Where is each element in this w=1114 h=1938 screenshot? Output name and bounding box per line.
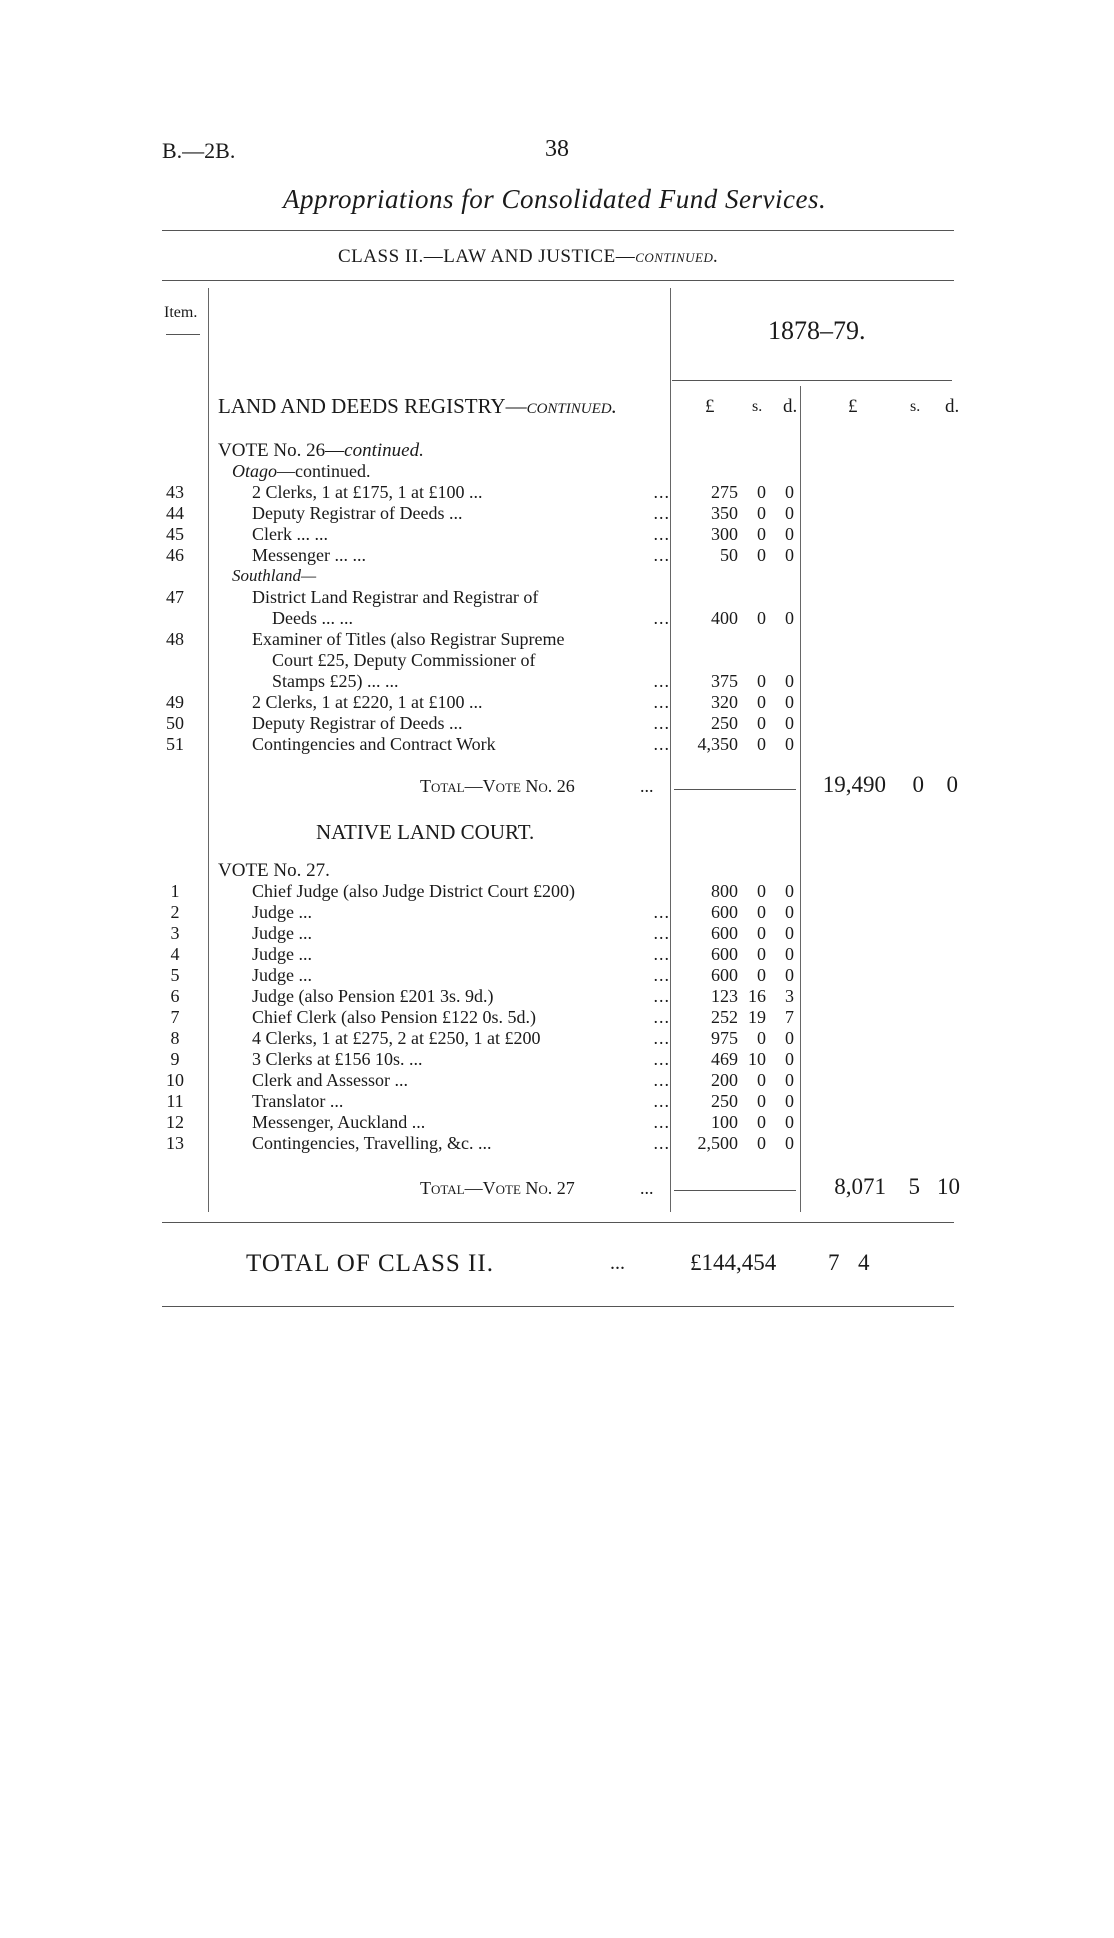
table-row — [0, 1007, 1114, 1027]
row-description: 4 Clerks, 1 at £275, 2 at £250, 1 at £200 — [252, 1028, 541, 1048]
table-row — [0, 1112, 1114, 1132]
pound-header: £ — [705, 396, 715, 417]
amount-shillings: 0 — [757, 692, 766, 712]
amount-pence: 7 — [785, 1007, 794, 1027]
amount-pounds: 600 — [711, 944, 738, 964]
vote-27-total-dots: ... — [640, 1178, 654, 1198]
amount-shillings: 0 — [757, 545, 766, 565]
page-title: Appropriations for Consolidated Fund Services. — [283, 184, 827, 214]
vote-26-heading — [218, 440, 424, 462]
amount-pounds: 350 — [711, 503, 738, 523]
item-number: 9 — [170, 1049, 180, 1069]
table-row — [0, 944, 1114, 964]
amount-pence: 0 — [785, 734, 794, 754]
amount-pounds: 50 — [720, 545, 738, 565]
vote-26-total-pounds: 19,490 — [822, 772, 886, 797]
item-number: 46 — [166, 545, 184, 565]
leader-dots: ... — [653, 1091, 670, 1111]
row-description: Deputy Registrar of Deeds ... — [252, 713, 463, 733]
table-row — [0, 734, 1114, 754]
item-column-header: Item. — [164, 304, 198, 321]
subtotal-rule — [674, 789, 796, 790]
amount-pence: 0 — [785, 902, 794, 922]
amount-shillings: 0 — [757, 1133, 766, 1153]
amount-pence: 0 — [785, 692, 794, 712]
amount-shillings: 0 — [757, 902, 766, 922]
leader-dots: ... — [653, 482, 670, 502]
amount-pence: 3 — [785, 986, 794, 1006]
amount-shillings: 0 — [757, 482, 766, 502]
row-description: Contingencies and Contract Work — [252, 734, 496, 754]
table-row — [0, 524, 1114, 544]
table-row — [0, 713, 1114, 733]
leader-dots: ... — [653, 1112, 670, 1132]
table-row — [0, 965, 1114, 985]
amount-pounds: 250 — [711, 713, 738, 733]
amount-pence: 0 — [785, 1028, 794, 1048]
leader-dots: ... — [653, 902, 670, 922]
vote-27-total-pence: 10 — [937, 1174, 960, 1199]
row-description: Judge ... — [252, 965, 312, 985]
leader-dots: ... — [653, 608, 670, 628]
amount-pounds: 975 — [711, 1028, 738, 1048]
table-row — [0, 1070, 1114, 1090]
row-description: Translator ... — [252, 1091, 344, 1111]
row-description: Judge ... — [252, 944, 312, 964]
leader-dots: ... — [653, 545, 670, 565]
row-description: Examiner of Titles (also Registrar Supreme — [252, 629, 565, 649]
amount-pounds: 123 — [711, 986, 738, 1006]
vote-26-heading-continued: continued. — [344, 440, 424, 461]
amount-pence: 0 — [785, 923, 794, 943]
amount-pence: 0 — [785, 1112, 794, 1132]
pence-header-total: d. — [945, 396, 960, 417]
amount-shillings: 0 — [757, 734, 766, 754]
amount-pence: 0 — [785, 671, 794, 691]
class-total-pounds: £144,454 — [690, 1250, 777, 1275]
amount-pounds: 320 — [711, 692, 738, 712]
amount-pounds: 4,350 — [697, 734, 738, 754]
row-description: Messenger ... ... — [252, 545, 366, 565]
year-rule — [672, 380, 952, 381]
item-header-underline — [166, 334, 200, 335]
row-description: Judge ... — [252, 902, 312, 922]
amount-shillings: 0 — [757, 524, 766, 544]
row-description: Judge ... — [252, 923, 312, 943]
row-description-cont: Deeds ... ... — [272, 608, 353, 628]
vote-27-heading: VOTE No. 27. — [218, 860, 330, 881]
class-total-top-rule — [162, 1222, 954, 1223]
table-row — [0, 1028, 1114, 1048]
vote-27-total-shillings: 5 — [908, 1174, 920, 1199]
row-description: Deputy Registrar of Deeds ... — [252, 503, 463, 523]
amount-pence: 0 — [785, 482, 794, 502]
amount-shillings: 0 — [757, 965, 766, 985]
leader-dots: ... — [653, 734, 670, 754]
item-number: 45 — [166, 524, 184, 544]
class-total-label: TOTAL OF CLASS II. — [246, 1250, 494, 1277]
amount-pence: 0 — [785, 608, 794, 628]
row-description: Chief Clerk (also Pension £122 0s. 5d.) — [252, 1007, 536, 1027]
amount-pence: 0 — [785, 713, 794, 733]
row-description: 2 Clerks, 1 at £220, 1 at £100 ... — [252, 692, 483, 712]
item-number: 50 — [166, 713, 184, 733]
table-top-rule — [162, 280, 954, 281]
year-heading: 1878–79. — [768, 316, 866, 345]
amount-pounds: 2,500 — [697, 1133, 738, 1153]
leader-dots: ... — [653, 923, 670, 943]
table-row — [0, 1091, 1114, 1111]
table-row — [0, 902, 1114, 922]
amount-pence: 0 — [785, 1091, 794, 1111]
amount-shillings: 0 — [757, 503, 766, 523]
leader-dots: ... — [653, 671, 670, 691]
amount-pence: 0 — [785, 1133, 794, 1153]
row-description-cont: Court £25, Deputy Commissioner of — [272, 650, 536, 670]
region-southland: Southland— — [232, 566, 317, 585]
amount-pence: 0 — [785, 944, 794, 964]
item-number: 43 — [166, 482, 184, 502]
item-number: 10 — [166, 1070, 184, 1090]
amount-shillings: 0 — [757, 1028, 766, 1048]
table-row — [0, 629, 1114, 649]
row-description: District Land Registrar and Registrar of — [252, 587, 539, 607]
amount-pounds: 252 — [711, 1007, 738, 1027]
document-reference: B.—2B. — [162, 138, 236, 163]
table-row — [0, 482, 1114, 502]
shilling-header-total: s. — [910, 398, 921, 415]
amount-pounds: 469 — [711, 1049, 738, 1069]
item-number: 5 — [170, 965, 180, 985]
class-total-bottom-rule — [162, 1306, 954, 1307]
table-row — [0, 923, 1114, 943]
section-title-text: LAND AND DEEDS REGISTRY— — [218, 394, 527, 418]
shilling-header: s. — [752, 398, 763, 415]
amount-pounds: 800 — [711, 881, 738, 901]
leader-dots: ... — [653, 1049, 670, 1069]
amount-shillings: 19 — [748, 1007, 766, 1027]
amount-shillings: 0 — [757, 1112, 766, 1132]
vote-26-total-shillings: 0 — [912, 772, 924, 797]
amount-shillings: 0 — [757, 608, 766, 628]
leader-dots: ... — [653, 965, 670, 985]
table-row — [0, 881, 1114, 901]
row-description: Contingencies, Travelling, &c. ... — [252, 1133, 492, 1153]
amount-pence: 0 — [785, 1070, 794, 1090]
item-number: 4 — [170, 944, 180, 964]
row-description: Messenger, Auckland ... — [252, 1112, 426, 1132]
vote-26-total-label: Total—Vote No. 26 — [420, 776, 575, 796]
amount-shillings: 0 — [757, 713, 766, 733]
table-row — [0, 986, 1114, 1006]
row-description: 2 Clerks, 1 at £175, 1 at £100 ... — [252, 482, 483, 502]
item-number: 11 — [166, 1091, 184, 1111]
region-otago — [232, 461, 370, 482]
amount-shillings: 0 — [757, 881, 766, 901]
amount-shillings: 0 — [757, 1091, 766, 1111]
section-title-continued: continued. — [526, 394, 617, 418]
leader-dots: ... — [653, 713, 670, 733]
amount-pounds: 275 — [711, 482, 738, 502]
amount-pounds: 200 — [711, 1070, 738, 1090]
amount-pounds: 400 — [711, 608, 738, 628]
amount-pounds: 300 — [711, 524, 738, 544]
amount-shillings: 0 — [757, 923, 766, 943]
amount-pence: 0 — [785, 524, 794, 544]
row-description: Clerk and Assessor ... — [252, 1070, 408, 1090]
vote-27-total-pounds: 8,071 — [834, 1174, 886, 1199]
table-row — [0, 587, 1114, 607]
amount-pounds: 600 — [711, 923, 738, 943]
class-heading-continued: continued. — [635, 246, 719, 267]
table-row — [0, 692, 1114, 712]
vote-27-total-label: Total—Vote No. 27 — [420, 1178, 575, 1198]
pence-header: d. — [783, 396, 798, 417]
vote-26-total-dots: ... — [640, 776, 654, 796]
item-number: 13 — [166, 1133, 184, 1153]
table-row — [0, 545, 1114, 565]
item-number: 12 — [166, 1112, 184, 1132]
section-title-land-deeds — [218, 394, 617, 419]
class-total-dots: ... — [610, 1252, 625, 1274]
table-row — [0, 608, 1114, 628]
title-rule — [162, 230, 954, 231]
amount-pence: 0 — [785, 965, 794, 985]
pound-header-total: £ — [848, 396, 858, 417]
leader-dots: ... — [653, 1007, 670, 1027]
item-number: 48 — [166, 629, 184, 649]
table-row — [0, 1133, 1114, 1153]
amount-shillings: 16 — [748, 986, 766, 1006]
vote-26-total-pence: 0 — [946, 772, 958, 797]
amount-shillings: 0 — [757, 671, 766, 691]
item-number: 6 — [170, 986, 180, 1006]
item-number: 7 — [170, 1007, 180, 1027]
row-description: Clerk ... ... — [252, 524, 328, 544]
leader-dots: ... — [653, 944, 670, 964]
item-number: 3 — [170, 923, 180, 943]
leader-dots: ... — [653, 503, 670, 523]
item-number: 1 — [170, 881, 180, 901]
leader-dots: ... — [653, 524, 670, 544]
leader-dots: ... — [653, 1070, 670, 1090]
item-number: 51 — [166, 734, 184, 754]
row-description: 3 Clerks at £156 10s. ... — [252, 1049, 423, 1069]
row-description: Judge (also Pension £201 3s. 9d.) — [252, 986, 494, 1006]
leader-dots: ... — [653, 986, 670, 1006]
amount-pounds: 375 — [711, 671, 738, 691]
subtotal-rule — [674, 1190, 796, 1191]
amount-pounds: 250 — [711, 1091, 738, 1111]
vote-26-heading-text: VOTE No. 26— — [218, 440, 345, 461]
item-number: 2 — [170, 902, 180, 922]
table-row — [0, 671, 1114, 691]
leader-dots: ... — [653, 1028, 670, 1048]
amount-shillings: 10 — [748, 1049, 766, 1069]
item-number: 8 — [170, 1028, 180, 1048]
section-title-native-land-court: NATIVE LAND COURT. — [316, 820, 535, 844]
amount-pence: 0 — [785, 1049, 794, 1069]
class-total-pence: 4 — [858, 1250, 870, 1275]
leader-dots: ... — [653, 692, 670, 712]
amount-pence: 0 — [785, 545, 794, 565]
row-description: Chief Judge (also Judge District Court £200) — [252, 881, 575, 901]
table-row — [0, 650, 1114, 670]
region-otago-name: Otago — [232, 461, 277, 481]
amount-pounds: 600 — [711, 965, 738, 985]
row-description-cont: Stamps £25) ... ... — [272, 671, 399, 691]
table-row — [0, 503, 1114, 523]
item-number: 47 — [166, 587, 184, 607]
leader-dots: ... — [653, 1133, 670, 1153]
class-heading-text: CLASS II.—LAW AND JUSTICE— — [338, 246, 636, 267]
amount-pounds: 100 — [711, 1112, 738, 1132]
page-number: 38 — [545, 136, 569, 162]
class-heading — [338, 246, 719, 268]
class-total-shillings: 7 — [828, 1250, 840, 1275]
amount-pence: 0 — [785, 881, 794, 901]
item-number: 44 — [166, 503, 184, 523]
amount-shillings: 0 — [757, 944, 766, 964]
amount-pence: 0 — [785, 503, 794, 523]
amount-shillings: 0 — [757, 1070, 766, 1090]
region-otago-continued: —continued. — [277, 461, 371, 481]
amount-pounds: 600 — [711, 902, 738, 922]
item-number: 49 — [166, 692, 184, 712]
table-row — [0, 1049, 1114, 1069]
